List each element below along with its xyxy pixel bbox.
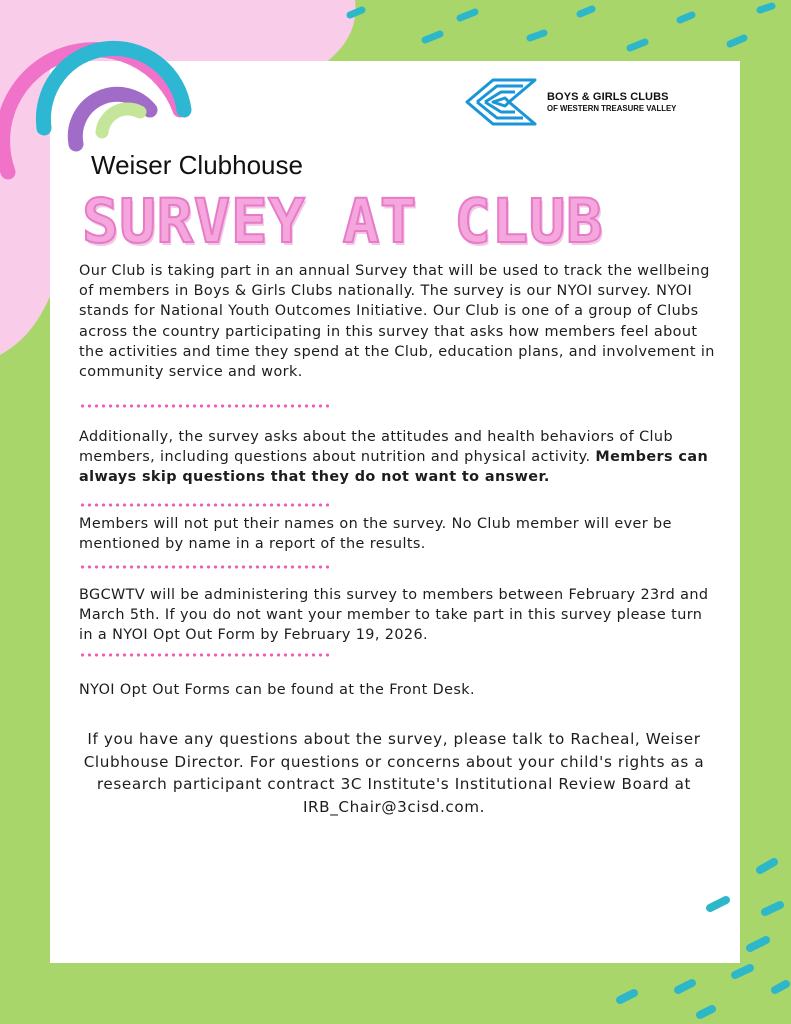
dotted-divider bbox=[79, 503, 329, 507]
decorative-dashes-bottom bbox=[560, 850, 791, 1024]
logo-line-1: BOYS & GIRLS CLUBS bbox=[547, 90, 669, 103]
intro-paragraph: Our Club is taking part in an annual Survey that will be used to track the wellbeing of members in Boys & Girls Clubs nationally. The survey is our NYOI survey. NYOI stands for National Youth Outcomes Initiative. Our Club is one of a group of Clubs across the country participating in this survey that asks how members feel about the activities and time they spend at the Club, education plans, and involvement in community service and work. bbox=[79, 263, 715, 381]
schedule-paragraph: BGCWTV will be administering this survey to members between February 23rd and March 5th. If you do not want your member to take part in this survey please turn in a NYOI Opt Out Form by February 19, 2026. bbox=[79, 587, 709, 644]
privacy-paragraph: Members will not put their names on the survey. No Club member will ever be mentioned by name in a report of the results. bbox=[79, 516, 672, 553]
opt-out-location: NYOI Opt Out Forms can be found at the Front Desk. bbox=[79, 682, 475, 698]
contact-paragraph: If you have any questions about the survey, please talk to Racheal, Weiser Clubhouse Director. For questions or concerns about your child's rights as a research participant contract 3C Institute's Institutional Review Board at IRB_Chair@3cisd.com. bbox=[83, 730, 705, 816]
health-paragraph bbox=[79, 427, 719, 488]
boys-girls-clubs-hands-icon bbox=[463, 76, 539, 128]
logo-line-2: OF WESTERN TREASURE VALLEY bbox=[547, 103, 677, 113]
decorative-dashes-top bbox=[330, 0, 791, 70]
health-paragraph-text: Additionally, the survey asks about the attitudes and health behaviors of Club members, including questions about nutrition and physical activity. bbox=[79, 429, 673, 466]
dotted-divider bbox=[79, 565, 329, 569]
clubhouse-name: Weiser Clubhouse bbox=[91, 150, 303, 180]
bgc-logo bbox=[463, 76, 676, 128]
page-title: SURVEY AT CLUB bbox=[82, 186, 604, 257]
dotted-divider bbox=[79, 653, 329, 657]
dotted-divider bbox=[79, 404, 329, 408]
skip-questions-notice: Members can always skip questions that they do not want to answer. bbox=[79, 449, 709, 486]
